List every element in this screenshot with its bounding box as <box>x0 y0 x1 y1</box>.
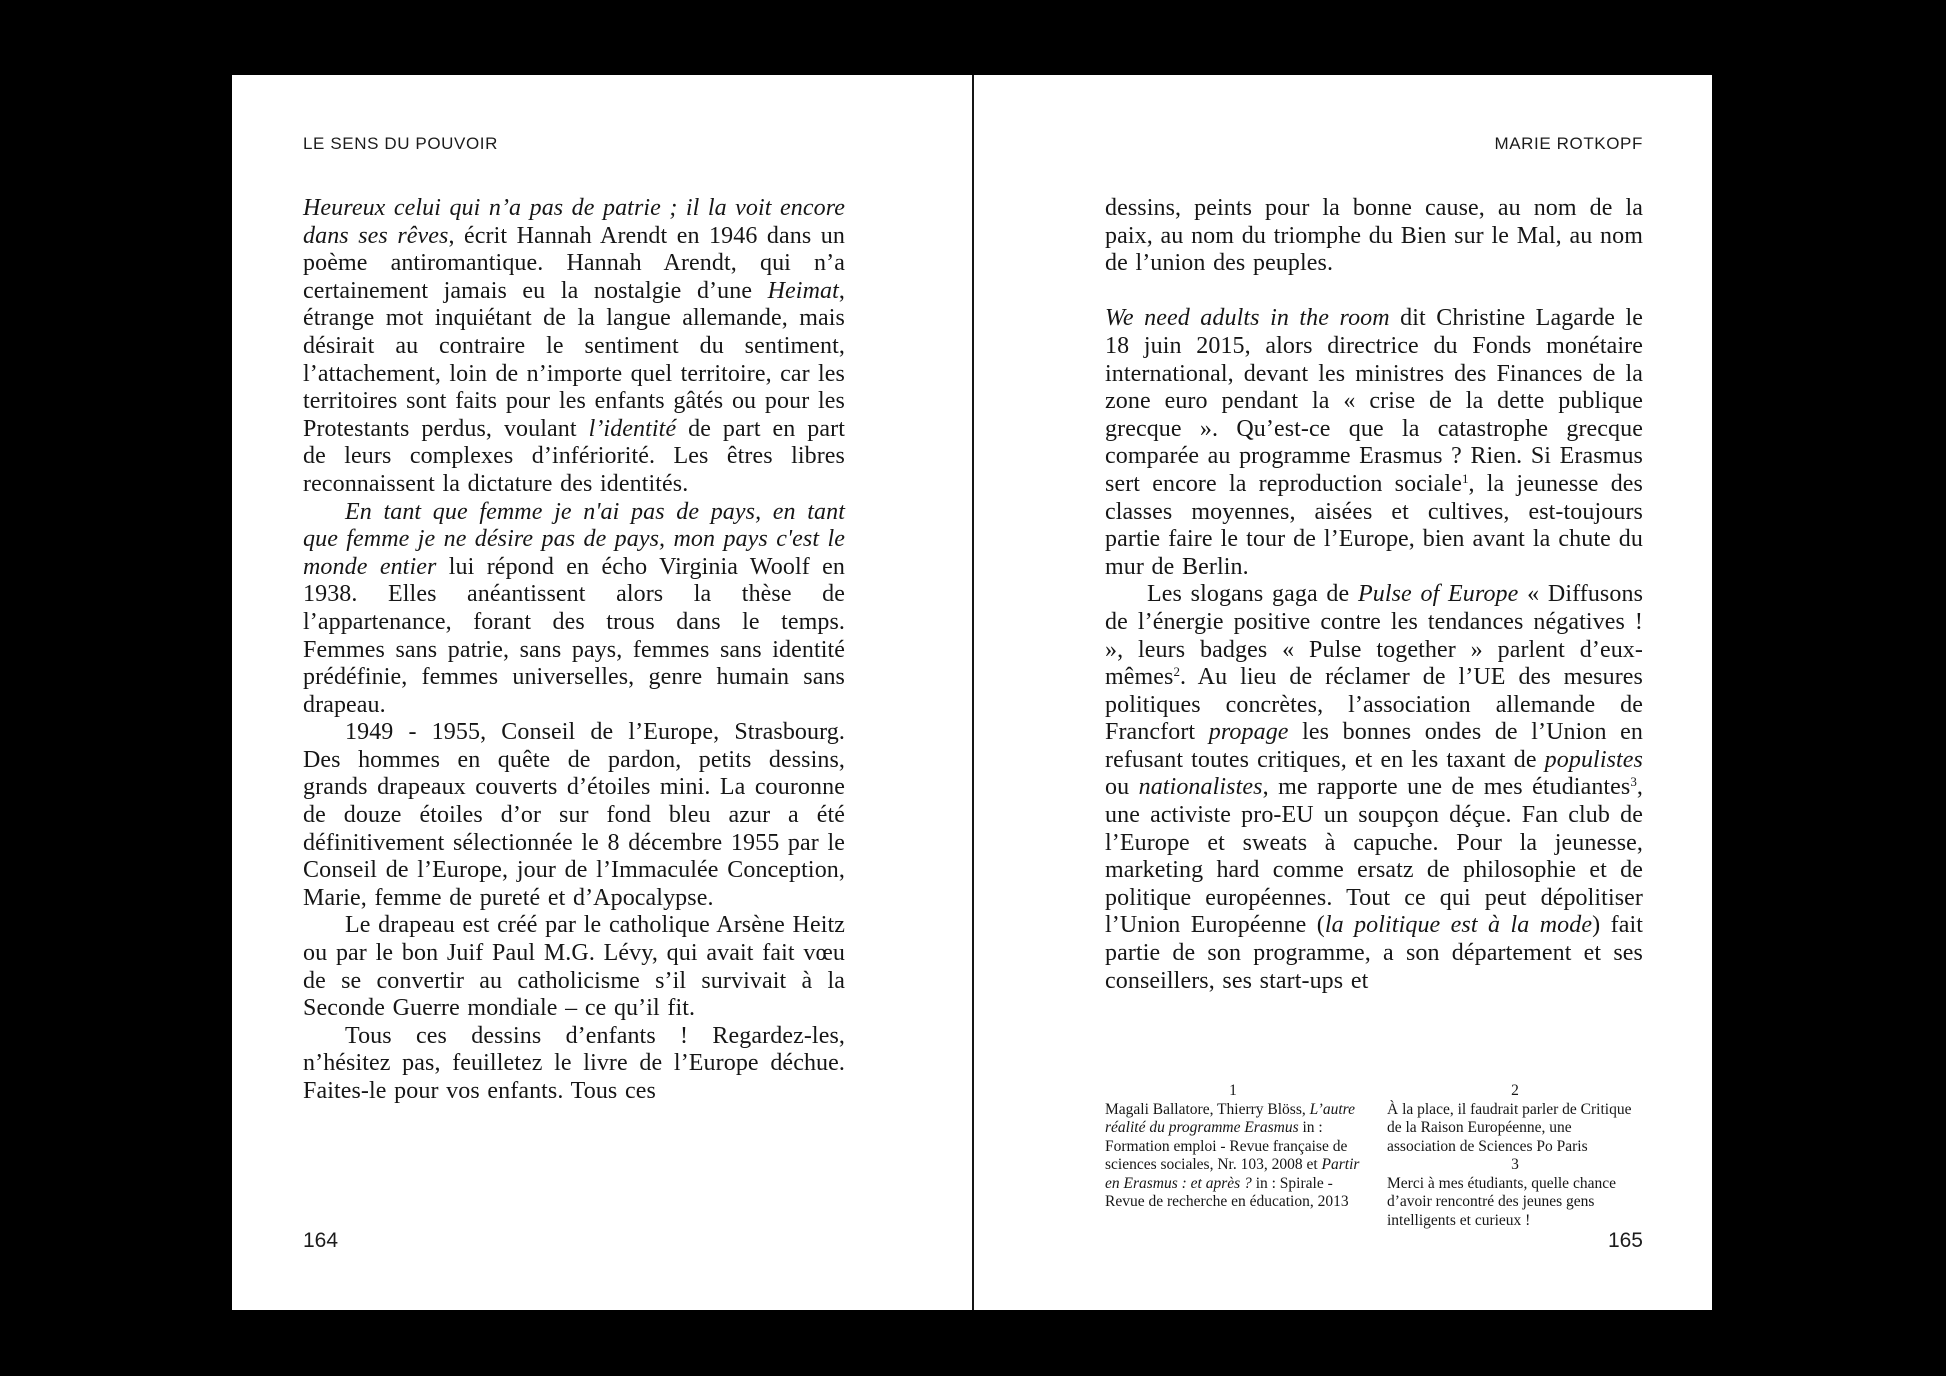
text-run: L’autre réalité du programme Erasmus <box>1105 1100 1355 1136</box>
text-run: in : Formation emploi - Revue française de sciences sociales, Nr. 103, 2008 et <box>1105 1119 1348 1173</box>
paragraph <box>303 912 845 1022</box>
text-run: À la place, il faudrait parler de Critique de la Raison Européenne, une association de Sciences Po Paris <box>1387 1100 1632 1155</box>
text-run: Partir en Erasmus : et après ? <box>1105 1156 1360 1192</box>
text-run: , la jeunesse des classes moyennes, aisées et cultives, est-toujours partie faire le tour de l’Europe, bien avant la chute du mur de Berlin. <box>1105 470 1643 580</box>
text-run: 1949 - 1955, Conseil de l’Europe, Strasbourg. Des hommes en quête de pardon, petits dessins, grands drapeaux couverts d’étoiles mini. La couronne de douze étoiles d’or sur fond bleu azur a été définitivement sélectionnée le 8 décembre 1955 par le Conseil de l’Europe, jour de l’Immaculée Conception, Marie, femme de pureté et d’Apocalypse. <box>303 719 845 911</box>
text-run: la politique est à la mode <box>1324 912 1593 939</box>
footnote-number: 3 <box>1511 1156 1519 1173</box>
page-number-right: 165 <box>1607 1229 1643 1252</box>
text-run: « Diffusons de l’énergie positive contre les tendances négatives ! », leurs badges « Pulse together » parlent d’eux-mêmes <box>1105 581 1644 691</box>
footnote-column-1 <box>1105 1082 1361 1212</box>
page-number-left: 164 <box>303 1229 339 1252</box>
text-run: dessins, peints pour la bonne cause, au nom de la paix, au nom du triomphe du Bien sur le Mal, au nom de l’union des peuples. <box>1105 195 1643 277</box>
body-text-right <box>1105 195 1643 995</box>
text-run: Heureux celui qui n’a pas de patrie ; il la voit encore dans ses rêves <box>303 195 845 249</box>
footnote <box>1387 1156 1643 1230</box>
paragraph <box>303 719 845 912</box>
paragraph <box>1105 195 1643 278</box>
paragraph <box>303 499 845 720</box>
text-run: We need adults in the room <box>1105 305 1390 332</box>
footnote-number: 2 <box>1511 1082 1519 1099</box>
right-page <box>974 75 1712 1310</box>
text-run: ou <box>1105 774 1139 801</box>
text-run: Pulse of Europe <box>1357 581 1519 608</box>
text-run: Tous ces dessins d’enfants ! Regardez-les, n’hésitez pas, feuilletez le livre de l’Europe déchue. Faites-le pour vos enfants. Tous ces <box>303 1022 845 1104</box>
footnote-number: 1 <box>1229 1082 1237 1099</box>
text-run: ) fait partie de son programme, a son département et ses conseillers, ses start-ups et <box>1105 912 1643 994</box>
footnote <box>1387 1082 1643 1156</box>
footnote-text <box>1105 1101 1361 1212</box>
footnote-text <box>1387 1175 1643 1231</box>
text-run: Les slogans gaga de <box>1147 581 1358 608</box>
text-run: Heimat <box>767 277 839 304</box>
paragraph <box>1105 581 1643 995</box>
text-run: in : Spirale - Revue de recherche en éducation, 2013 <box>1105 1174 1349 1210</box>
text-run: En tant que femme je n'ai pas de pays, en tant que femme je ne désire pas de pays, mon pays c'est le monde entier <box>303 498 845 580</box>
text-run: , une activiste pro-EU un soupçon déçue. Fan club de l’Europe et sweats à capuche. Pour la jeunesse, marketing hard comme ersatz de philosophie et de politique européennes. Tout ce qui peut dépolitiser l’Union Européenne ( <box>1105 774 1643 939</box>
text-run: dit Christine Lagarde le 18 juin 2015, alors directrice du Fonds monétaire international, devant les ministres des Finances de la zone euro pendant la « crise de la dette publique grecque ». Qu’est-ce que la catastrophe grecque comparée au programme Erasmus ? Rien. Si Erasmus sert encore la reproduction sociale <box>1105 305 1643 497</box>
text-run: lui répond en écho Virginia Woolf en 1938. Elles anéantissent alors la thèse de l’appartenance, forant des trous dans le temps. Femmes sans patrie, sans pays, femmes sans identité prédéfinie, femmes universelles, genre humain sans drapeau. <box>303 553 845 718</box>
footnotes <box>1105 1082 1643 1252</box>
text-run: Merci à mes étudiants, quelle chance d’avoir rencontré des jeunes gens intelligents et curieux ! <box>1387 1174 1616 1229</box>
left-page <box>232 75 972 1310</box>
footnote-reference: 1 <box>1461 470 1469 486</box>
paragraph <box>303 195 845 499</box>
text-run: nationalistes <box>1138 774 1263 801</box>
body-text-left <box>303 195 845 1106</box>
footnote-text <box>1387 1101 1643 1157</box>
book-spread <box>232 75 1712 1310</box>
text-run: l’identité <box>588 415 677 442</box>
footnote <box>1105 1082 1361 1212</box>
paragraph <box>303 1023 845 1106</box>
text-run: . Au lieu de réclamer de l’UE des mesures politiques concrètes, l’association allemande de Francfort <box>1105 664 1643 746</box>
text-run: populistes <box>1544 746 1643 773</box>
text-run: Le drapeau est créé par le catholique Arsène Heitz ou par le bon Juif Paul M.G. Lévy, qui avait fait vœu de se convertir au catholicisme s’il survivait à la Seconde Guerre mondiale – ce qu’il fit. <box>303 912 845 1022</box>
footnote-column-2 <box>1387 1082 1643 1230</box>
text-run: , étrange mot inquiétant de la langue allemande, mais désirait au contraire le sentiment du sentiment, l’attachement, loin de n’importe quel territoire, car les territoires sont faits pour les enfants gâtés ou pour les Protestants perdus, voulant <box>303 277 845 442</box>
text-run: propage <box>1208 719 1289 746</box>
footnote-reference: 2 <box>1173 664 1180 680</box>
text-run: , écrit Hannah Arendt en 1946 dans un poème antiromantique. Hannah Arendt, qui n’a certainement jamais eu la nostalgie d’une <box>303 222 845 304</box>
running-head-author: MARIE ROTKOPF <box>1494 134 1643 153</box>
text-run: de part en part de leurs complexes d’infériorité. Les êtres libres reconnaissent la dictature des identités. <box>303 415 846 497</box>
footnote-reference: 3 <box>1630 774 1637 790</box>
running-head-book-title: LE SENS DU POUVOIR <box>303 134 499 153</box>
text-run: , me rapporte une de mes étudiantes <box>1262 774 1631 801</box>
text-run: les bonnes ondes de l’Union en refusant toutes critiques, et en les taxant de <box>1105 719 1643 773</box>
text-run: Magali Ballatore, Thierry Blöss, <box>1105 1100 1310 1118</box>
paragraph <box>1105 305 1643 581</box>
